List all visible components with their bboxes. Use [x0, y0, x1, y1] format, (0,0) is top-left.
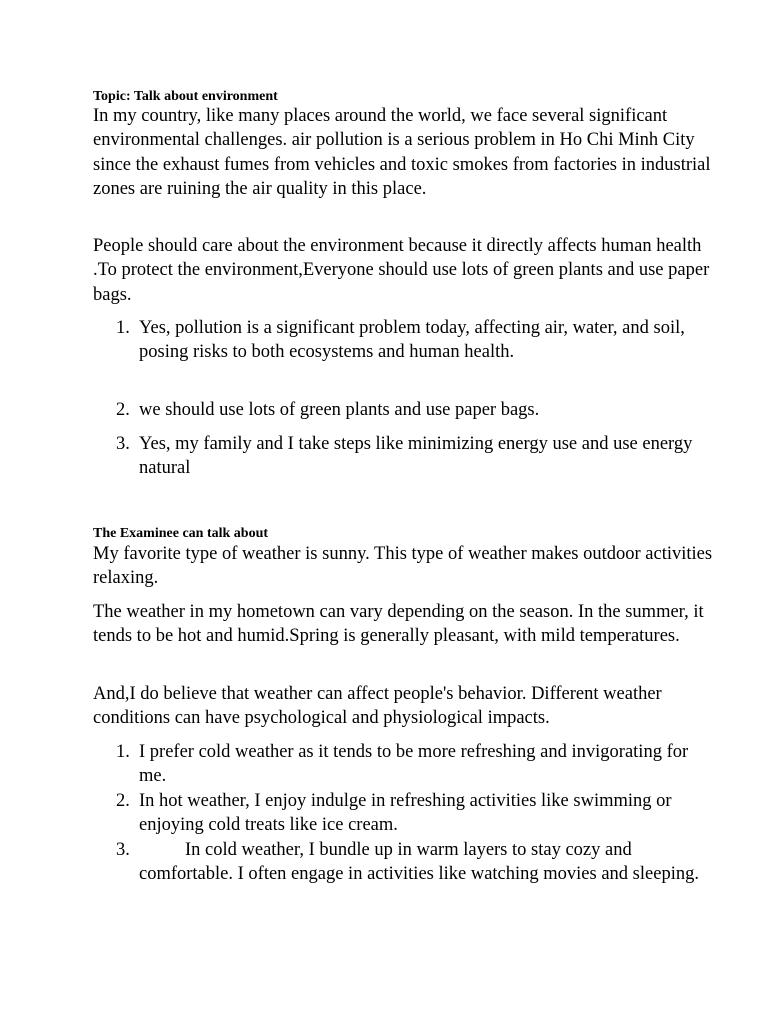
list-item-text: In hot weather, I enjoy indulge in refreshing activities like swimming or enjoying cold treats like ice cream. — [139, 790, 672, 836]
section-weather — [93, 526, 713, 542]
numbered-list — [93, 316, 713, 365]
paragraph-text: And,I do believe that weather can affect people's behavior. Different weather conditions can have psychological and physiological impacts. — [93, 684, 662, 729]
paragraph — [93, 104, 713, 202]
section-heading: Topic: Talk about environment — [93, 89, 278, 104]
list-item-text: Yes, pollution is a significant problem today, affecting air, water, and soil, posing risks to both ecosystems and human health. — [139, 318, 685, 363]
paragraph — [93, 682, 713, 731]
list-item — [93, 432, 713, 481]
numbered-list — [93, 740, 713, 886]
list-item — [93, 789, 713, 838]
list-item-text: In cold weather, I bundle up in warm layers to stay cozy and comfortable. I often engage in activities like watching movies and sleeping. — [139, 839, 699, 885]
section-environment — [93, 89, 713, 105]
paragraph-text: My favorite type of weather is sunny. This type of weather makes outdoor activities relaxing. — [93, 544, 713, 589]
list-number: 2. — [116, 400, 130, 420]
list-number: 3. — [116, 434, 130, 454]
paragraph — [93, 542, 713, 591]
list-item — [93, 316, 713, 365]
list-number: 2. — [116, 790, 130, 811]
numbered-list — [93, 398, 713, 422]
list-number: 1. — [116, 318, 130, 338]
list-number: 3. — [116, 839, 130, 860]
numbered-list — [93, 432, 713, 481]
paragraph-text: In my country, like many places around the world, we face several significant environmental challenges. air pollution is a serious problem in Ho Chi Minh City since the exhaust fumes from vehicles and toxic smokes from factories in industrial zones are ruining the air quality in this place. — [93, 106, 711, 200]
list-item — [93, 838, 713, 887]
paragraph-text: The weather in my hometown can vary depending on the season. In the summer, it tends to be hot and humid.Spring is generally pleasant, with mild temperatures. — [93, 602, 704, 647]
paragraph — [93, 234, 713, 307]
list-item — [93, 740, 713, 789]
list-item-text: I prefer cold weather as it tends to be more refreshing and invigorating for me. — [139, 742, 689, 787]
list-item-text: we should use lots of green plants and use paper bags. — [139, 400, 540, 420]
list-number: 1. — [116, 742, 130, 762]
paragraph-text: People should care about the environment because it directly affects human health .To protect the environment,Everyone should use lots of green plants and use paper bags. — [93, 236, 710, 305]
paragraph — [93, 600, 713, 649]
list-item — [93, 398, 713, 422]
section-heading: The Examinee can talk about — [93, 526, 269, 541]
list-item-text: Yes, my family and I take steps like minimizing energy use and use energy natural — [139, 434, 693, 479]
